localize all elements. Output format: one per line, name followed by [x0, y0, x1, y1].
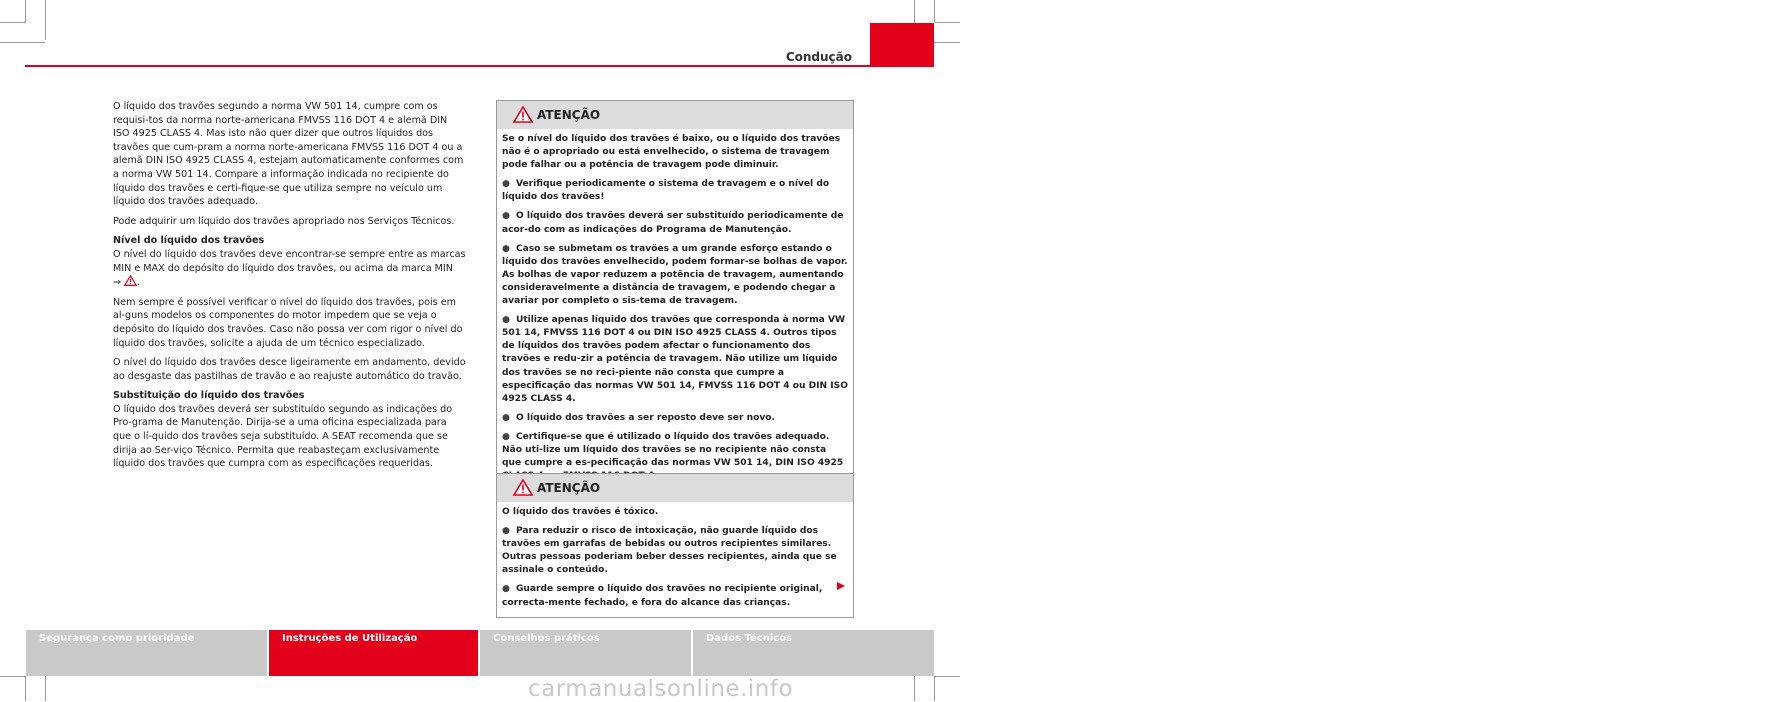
bullet: ●: [502, 584, 510, 595]
paragraph-with-ref: [113, 248, 466, 290]
bullet: ●: [502, 412, 510, 423]
cross-reference-arrow[interactable]: ⇒: [113, 277, 122, 289]
warning-item-text: O líquido dos travões deverá ser substituído periodicamente de acor-do com as indicações do Programa de Manutenção.: [502, 211, 844, 235]
crop-mark: [0, 22, 25, 23]
footer-tab-label: Conselhos práticos: [493, 633, 600, 644]
warning-icon: [513, 106, 533, 123]
warning-item: [502, 178, 848, 204]
warning-item: [502, 412, 848, 425]
warning-icon: [513, 479, 533, 496]
warning-item-text: Para reduzir o risco de intoxicação, não guarde líquido dos travões em garrafas de bebidas ou outros recipientes similares. Outras pessoas poderiam beber desses recipientes, ainda que se assinale o conteúdo.: [502, 526, 837, 576]
subheading: Nível do líquido dos travões: [113, 235, 265, 247]
warning-item-text: Verifique periodicamente o sistema de travagem e o nível do líquido dos travões!: [502, 179, 830, 203]
footer-tab-seguranca[interactable]: [26, 630, 267, 676]
paragraph: O líquido dos travões deverá ser substituído segundo as indicações do Pro-grama de Manutenção. Dirija-se a uma oficina especializada para que o lí-quido dos travões seja substituído. A SEAT recomenda que se dirija ao Ser-viço Técnico. Permita que reabasteçam exclusivamente líquido dos travões que cumpra com as especificações requeridas.: [113, 403, 453, 470]
footer-tab-instrucoes[interactable]: [269, 630, 478, 676]
paragraph-text: O nível do líquido dos travões deve encontrar-se sempre entre as marcas MIN e MAX do depósito do líquido dos travões, ou acima da marca MIN: [113, 248, 466, 274]
footer-tab-conselhos[interactable]: [480, 630, 691, 676]
crop-mark: [935, 22, 960, 23]
warning-body: [497, 129, 853, 490]
footer-tab-label: Instruções de Utilização: [282, 633, 418, 644]
bullet: ●: [502, 211, 510, 222]
watermark: carmanualsonline.info: [528, 676, 794, 702]
warning-item: [502, 525, 848, 577]
warning-item: [502, 314, 848, 406]
warning-item-text: Caso se submetam os travões a um grande esforço estando o líquido dos travões envelhecido, podem formar-se bolhas de vapor. As bolhas de vapor reduzem a potência de travagem, aumentando consideravelmente a distância de travagem, e podendo chegar a avariar por completo o sis-tema de travagem.: [502, 243, 848, 307]
body-text-column: [113, 100, 466, 477]
footer-tab-dados[interactable]: [693, 630, 934, 676]
paragraph: O nível do líquido dos travões desce ligeiramente em andamento, devido ao desgaste das pastilhas de travão e ao reajuste automático do travão.: [113, 357, 466, 382]
crop-mark: [0, 42, 45, 43]
bullet: ●: [502, 243, 510, 254]
crop-mark: [25, 676, 26, 701]
warning-item-text: Certifique-se que é utilizado o líquido dos travões adequado. Não uti-lize um líquido dos travões se no recipiente não consta que cumpre a es-pecificação das normas VW 501 14, DIN ISO 4925: [502, 431, 844, 469]
section-title: Condução: [785, 50, 852, 64]
warning-item: [502, 243, 848, 308]
bullet: ●: [502, 179, 510, 190]
bullet: ●: [502, 526, 510, 537]
warning-icon[interactable]: [124, 275, 137, 286]
crop-mark: [934, 0, 935, 22]
paragraph-end: .: [137, 277, 141, 289]
paragraph: Nem sempre é possível verificar o nível do líquido dos travões, pois em al-guns modelos os componentes do motor impedem que se veja o depósito do líquido dos travões. Caso não possa ver com rigor o nível do líquido dos travões, solicite a ajuda de um técnico especializado.: [113, 296, 463, 349]
crop-mark: [45, 0, 46, 40]
warning-title: ATENÇÃO: [537, 481, 601, 495]
header-rule: [25, 65, 934, 67]
warning-item: [502, 210, 848, 236]
warning-item: [502, 583, 848, 609]
page-number: 203: [1748, 47, 1773, 61]
continue-arrow-icon[interactable]: [836, 581, 846, 591]
warning-header: [497, 101, 853, 129]
warning-intro: O líquido dos travões é tóxico.: [502, 507, 659, 517]
bullet: ●: [502, 431, 510, 442]
footer-tab-label: Dados Técnicos: [706, 633, 793, 644]
warning-item-text: Guarde sempre o líquido dos travões no recipiente original, correcta-mente fechado, e fora do alcance das crianças.: [502, 584, 823, 608]
crop-mark: [25, 0, 26, 22]
crop-mark: [934, 676, 935, 701]
warning-box: [496, 473, 854, 618]
crop-mark: [0, 676, 25, 677]
warning-body: [497, 502, 853, 617]
bullet: ●: [502, 315, 510, 326]
footer-tab-label: Segurança como prioridade: [39, 633, 195, 644]
warning-title: ATENÇÃO: [537, 108, 601, 122]
subheading: Substituição do líquido dos travões: [113, 390, 305, 402]
warning-header: [497, 474, 853, 502]
crop-mark: [935, 676, 960, 677]
warning-intro: Se o nível do líquido dos travões é baixo, ou o líquido dos travões não é o apropriado ou está envelhecido, o sistema de travagem pode falhar ou a potência de travagem pode diminuir.: [502, 134, 841, 171]
warning-item-text: O líquido dos travões a ser reposto deve ser novo.: [515, 412, 775, 423]
warning-item-text: Utilize apenas líquido dos travões que corresponda à norma VW 501 14, FMVSS 116 DOT 4 ou DIN ISO 4925 CLASS 4. Outros tipos de líquidos dos travões podem afectar o funcionamento dos travões e redu-zir a potência de travagem. Não utilize um líquido dos travões se no reci-piente não consta que cumpre a especificação das normas VW 501 14, FMVSS 116 DOT 4 ou DIN ISO 4925 CLASS 4.: [502, 315, 848, 404]
paragraph: O líquido dos travões segundo a norma VW 501 14, cumpre com os requisi-tos da norma norte-americana FMVSS 116 DOT 4 e alemã DIN ISO 4925 CLASS 4. Mas isto não quer dizer que outros líquidos dos travões que cum-pram a norma norte-americana FMVSS 116 DOT 4 ou a alemã DIN ISO 4925 CLASS 4, estejam automaticamente conformes com a norma VW 501 14. Compare a informação indicada no recipiente do líquido dos travões e certi-fique-se que utiliza sempre no veículo um líquido dos travões adequado.: [113, 101, 464, 208]
warning-box: [496, 100, 854, 491]
paragraph: Pode adquirir um líquido dos travões apropriado nos Serviços Técnicos.: [113, 215, 455, 227]
page-number-tab: [870, 23, 1773, 65]
